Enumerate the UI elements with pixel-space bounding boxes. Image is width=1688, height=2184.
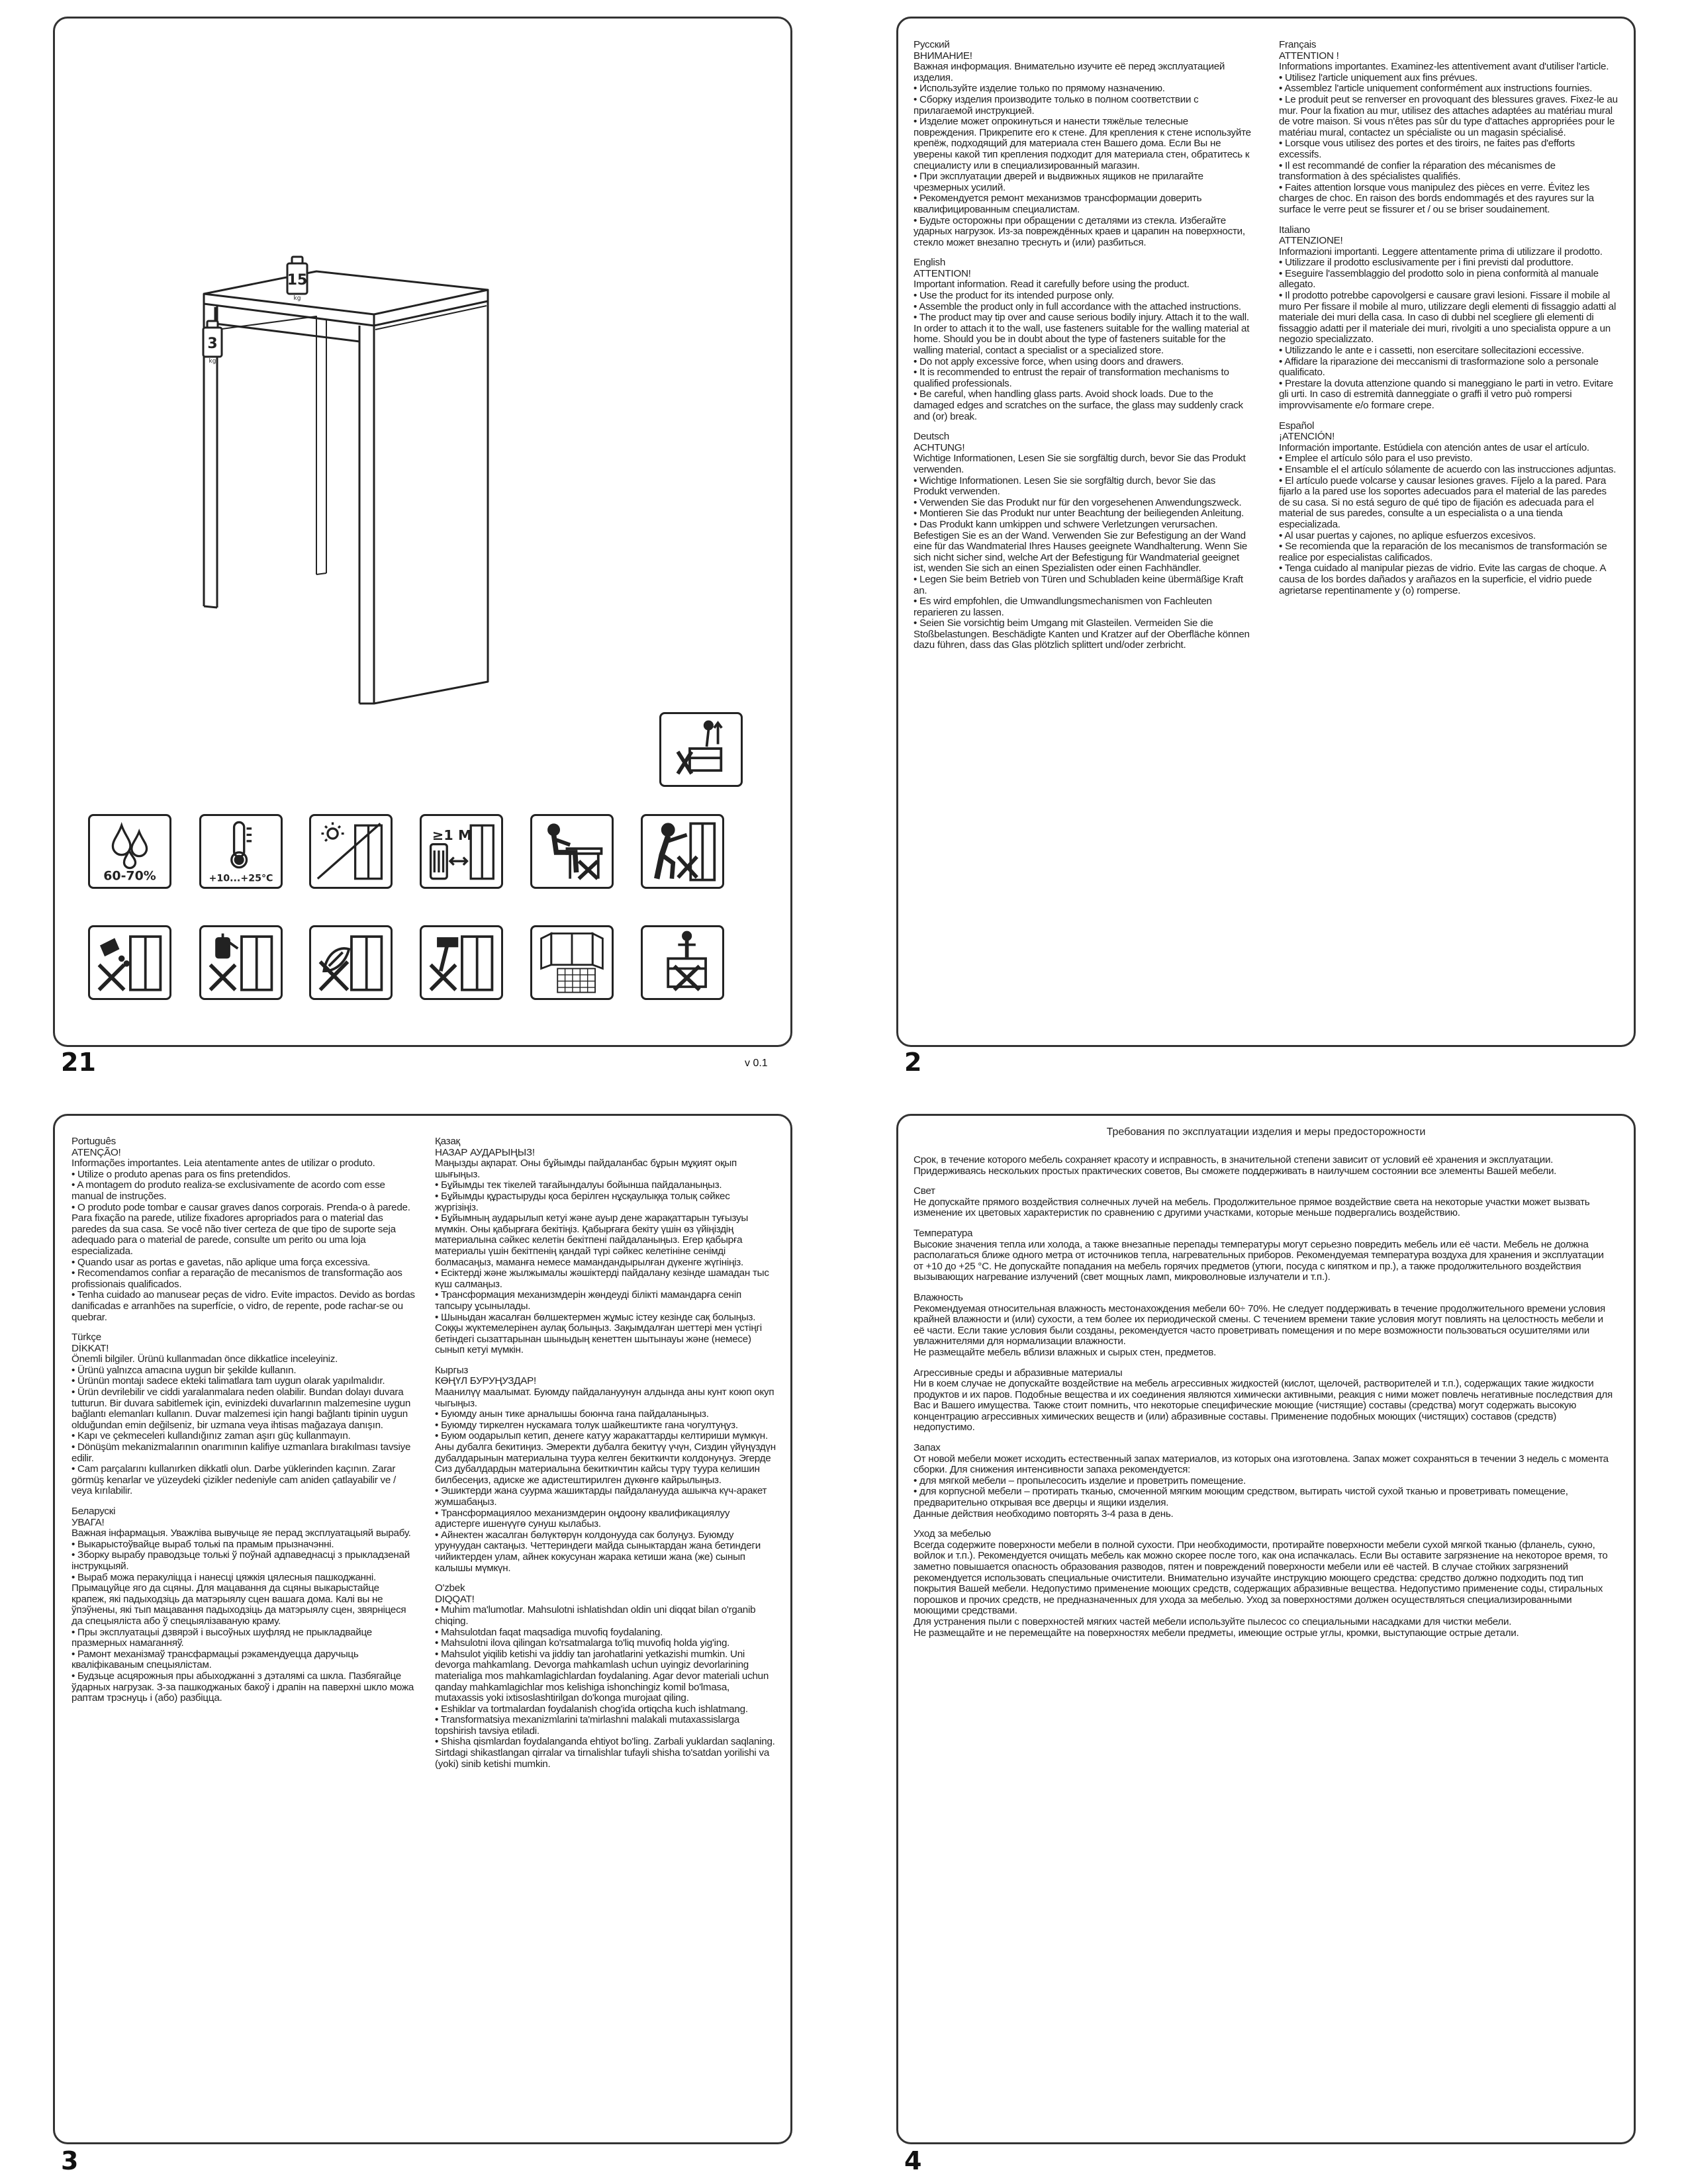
section-heading: Беларускі: [71, 1506, 116, 1517]
text-line: • для мягкой мебели – пропылесосить изделие и проветрить помещение.: [914, 1475, 1246, 1486]
no-impact-icon: [420, 925, 503, 1000]
text-line: УВАГА!: [71, 1516, 105, 1528]
text-line: • Shisha qismlardan foydalanganda ehtiyot bo'ling. Zarbali yuklardan saqlaning. Sirtdagi shikastlangan qirralar va tirnalishlar tufayli shisha to'satdan yorilishi va (yoki) sinib ketishi mumkin.: [435, 1736, 775, 1770]
section-heading: Влажность: [914, 1291, 963, 1303]
text-line: • Бұйымды құрастыруды қоса берілген нұсқаулыққа толық сәйкес жүргізіңіз.: [435, 1190, 730, 1213]
text-line: • Выраб можа перакуліцца і нанесці цяжкія цялесныя пашкоджанні. Прымацуйце яго да сцяны. Для мацавання да сцяны выкарыстайце крапеж, які падыходзіць да матэрыялу сцен вашага дома. Калі вы не ўпэўнены, які тып мацавання падыходзіць да матэрыялу сцен, звярніцеся да спецыяліста або ў спецыялізаваную краму.: [71, 1571, 406, 1627]
text-line: • It is recommended to entrust the repair of transformation mechanisms to qualified professionals.: [914, 367, 1229, 389]
no-leaning-icon: [641, 814, 724, 889]
text-line: • Буюмду анын тике арналышы боюнча гана пайдаланыңыз.: [435, 1408, 709, 1420]
text-line: • Seien Sie vorsichtig beim Umgang mit Glasteilen. Vermeiden Sie die Stoßbelastungen. Beschädigte Kanten und Kratzer auf der Oberfläche können dazu führen, dass das Glas plötzlich splittert und/oder zerbricht.: [914, 617, 1250, 651]
text-line: Información importante. Estúdiela con atención antes de usar el artículo.: [1279, 441, 1589, 453]
text-line: Всегда содержите поверхности мебели в полной сухости. При необходимости, протирайте поверхности мебели сухой мягкой тканью (фланель, сукно, войлок и т.п.). Рекомендуется очищать мебель как можно скорее после того, как она испачкалась. Если Вы оставите загрязнение на некоторое время, то заметно повышается опасность образования разводов, пятен и повреждений поверхности мебели или её частей. В случае стойких загрязнений рекомендуется использовать специальные очистители. Внимательно изучайте инструкцию моющего средства: средство должно подходить под тип покрытия Вашей мебели. Недопустимо применение моющих средств, содержащих абразивные вещества. Недопустимо применение соды, стиральных порошков и прочих средств, не предназначенных для ухода за мебелью. Уход за поверхностями должен осуществляться специализированными моющими средствами.: [914, 1539, 1608, 1617]
text-line: НАЗАР АУДАРЫҢЫЗ!: [435, 1146, 535, 1158]
text-line: DIQQAT!: [435, 1593, 475, 1605]
text-line: Informations importantes. Examinez-les attentivement avant d'utiliser l'article.: [1279, 61, 1609, 73]
text-line: • Буюм оодарылып кетип, денеге катуу жаракаттарды келтириши мүмкүн. Аны дубалга бекитиңиз. Эмеректи дубалга бекитүү үчүн, Сиздин үйүңүздүн дубалдарынын материалына туура келген бекиткичти колдонуңуз. Эгерде Сиз дубалдардын материалына бекиткичтин кайсы түрү туура келишин билбесеңиз, адиске же адистештирилген дүкөнгө кайрылыңыз.: [435, 1430, 776, 1486]
weight-drawer-value: 3: [207, 336, 218, 352]
text-section: [71, 1136, 416, 1323]
text-section: [1279, 225, 1620, 412]
text-line: • Tenga cuidado al manipular piezas de vidrio. Evite las cargas de choque. A causa de los bordes dañados y arañazos en la superficie, el vidrio puede agrietarse repentinamente y (o) romperse.: [1279, 563, 1606, 596]
text-line: • Do not apply excessive force, when using doors and drawers.: [914, 355, 1184, 367]
text-line: • Kapı ve çekmeceleri kullandığınız zaman aşırı güç kullanmayın.: [71, 1430, 351, 1442]
section-heading: Агрессивные среды и абразивные материалы: [914, 1367, 1123, 1379]
text-line: • Используйте изделие только по прямому назначению.: [914, 83, 1165, 95]
text-line: • Le produit peut se renverser en provoquant des blessures graves. Fixez-le au mur. Pour la fixation au mur, utilisez des attaches adaptées au matériau mural de votre maison. Si vous n'êtes pas sûr du type d'attaches appropriées pour le matériau mural, contactez un spécialiste ou un magasin spécialisé.: [1279, 93, 1618, 138]
text-line: Важная информация. Внимательно изучите её перед эксплуатацией изделия.: [914, 61, 1225, 83]
text-line: • Verwenden Sie das Produkt nur für den vorgesehenen Anwendungszweck.: [914, 496, 1242, 508]
text-line: • Ürünü yalnızca amacına uygun bir şekilde kullanın.: [71, 1364, 297, 1376]
text-line: • Рамонт механізмаў трансфармацыі рэкамендуецца даручыць кваліфікаваным спецыялістам.: [71, 1648, 359, 1671]
text-line: • Зборку вырабу праводзьце толькі ў поўнай адпаведнасці з прыкладзенай інструкцыяй.: [71, 1549, 410, 1572]
text-line: • Lorsque vous utilisez des portes et des tiroirs, ne faites pas d'efforts excessifs.: [1279, 138, 1575, 160]
text-section: [914, 40, 1251, 248]
text-section: [71, 1332, 416, 1497]
text-line: • Utilize o produto apenas para os fins pretendidos.: [71, 1168, 291, 1180]
text-line: КӨҢҮЛ БУРУҢУЗДАР!: [435, 1375, 536, 1387]
no-sitting-icon: [530, 814, 614, 889]
text-line: • Utilisez l'article uniquement aux fins prévues.: [1279, 71, 1477, 83]
section-heading: Кыргыз: [435, 1364, 469, 1376]
text-line: Маанилүү маалымат. Буюмду пайдалануунун алдында аны кунт коюп окуп чыгыңыз.: [435, 1387, 774, 1409]
text-section: [914, 1155, 1615, 1177]
text-line: Önemli bilgiler. Ürünü kullanmadan önce dikkatlice inceleyiniz.: [71, 1353, 338, 1365]
text-section: [914, 1368, 1615, 1434]
text-line: • Montieren Sie das Produkt nur unter Beachtung der beiliegenden Anleitung.: [914, 508, 1244, 520]
console-table-illustration: [55, 19, 792, 1047]
text-line: • Ensamble el el artículo sólamente de acuerdo con las instrucciones adjuntas.: [1279, 463, 1617, 475]
text-line: ¡ATENCIÓN!: [1279, 431, 1335, 443]
text-line: Данные действия необходимо повторять 3-4 раза в день.: [914, 1508, 1174, 1520]
no-abrasive-cleaning-icon: [309, 925, 393, 1000]
no-climb-drawer-icon: [659, 712, 743, 787]
text-line: • The product may tip over and cause serious bodily injury. Attach it to the wall. In order to attach it to the wall, use fasteners suitable for the walling material at home. Should you be in doubt about the type of fasteners suitable for the walling material, contact a specialist or a specialized store.: [914, 312, 1250, 357]
text-line: • Assemblez l'article uniquement conformément aux instructions fournies.: [1279, 83, 1593, 95]
page-3-left-column: [71, 1136, 416, 1713]
text-line: Для устранения пыли с поверхностей мягких частей мебели используйте пылесос со специальными насадками для чистки мебели.: [914, 1615, 1512, 1627]
text-line: • Пры эксплуатацыі дзвярэй і высоўных шуфляд не прыкладвайце празмерных намаганняў.: [71, 1626, 372, 1649]
text-section: [914, 1228, 1615, 1283]
ventilate-room-icon: [530, 925, 614, 1000]
text-line: • Выкарыстоўвайце выраб толькі па прамым прызначэнні.: [71, 1538, 334, 1550]
weight-drawer-unit: kg: [209, 358, 216, 365]
text-line: Informações importantes. Leia atentamente antes de utilizar o produto.: [71, 1158, 375, 1169]
page-number-21: 21: [61, 1048, 96, 1077]
page-number-2: 2: [904, 1048, 922, 1077]
text-line: • Affidare la riparazione dei meccanismi di trasformazione solo a personale qualificato.: [1279, 355, 1599, 379]
text-line: • El artículo puede volcarse y causar lesiones graves. Fíjelo a la pared. Para fijarlo a la pared use los soportes adecuados para el material de las paredes de su casa. Si no está seguro de qué tipo de fijación es adecuada para el material de sus paredes, consulte a un especialista o a una tienda especializada.: [1279, 475, 1607, 530]
section-heading: Қазақ: [435, 1136, 460, 1147]
distance-heater-icon: [420, 814, 503, 889]
no-liquids-icon: [88, 925, 171, 1000]
text-section: [914, 1443, 1615, 1520]
page-4-body: [914, 1155, 1615, 1648]
text-line: Не допускайте прямого воздействия солнечных лучей на мебель. Продолжительное прямое воздействие света на некоторые участки может вызвать изменение их цветовых характеристик по сравнению с другими участками, которые меньше подвергались воздействию.: [914, 1196, 1590, 1219]
text-line: ATTENTION!: [914, 267, 971, 279]
text-line: • для корпусной мебели – протирать тканью, смоченной мягким моющим средством, вытирать чистой сухой тканью и проветривать помещение, предварительно открывая все дверцы и ящики изделия.: [914, 1486, 1568, 1509]
text-section: [914, 1186, 1615, 1219]
text-line: Рекомендуемая относительная влажность местонахождения мебели 60÷ 70%. Не следует поддерживать в течение продолжительного времени условия крайней влажности и (или) сухости, а тем более их периодической смены. С течением времени такие условия могут повлиять на целостность мебели и её части. Если такие условия были созданы, рекомендуется часто проветривать помещения и по мере возможности пользоваться осушителями или увлажнителями для нормализации влажности.: [914, 1302, 1605, 1347]
text-section: [914, 257, 1251, 422]
text-line: • Бұйымды тек тікелей тағайындалуы бойынша пайдаланыңыз.: [435, 1179, 722, 1191]
page-21-panel: [53, 17, 792, 1047]
page-2-left-column: [914, 40, 1251, 660]
text-line: • Рекомендуется ремонт механизмов трансформации доверить квалифицированным специалистам.: [914, 193, 1202, 215]
distance-label: ≥1 M: [432, 827, 472, 843]
text-line: • Legen Sie beim Betrieb von Türen und Schubladen keine übermäßige Kraft an.: [914, 573, 1243, 596]
text-section: [914, 1293, 1615, 1359]
text-line: • Эшиктерди жана суурма жашиктарды пайдаланууда ашыкча күч-аракет жумшабаңыз.: [435, 1485, 767, 1508]
text-line: • Use the product for its intended purpose only.: [914, 290, 1114, 302]
text-line: • Se recomienda que la reparación de los mecanismos de transformación se realice por especialistas calificados.: [1279, 541, 1607, 563]
text-line: Informazioni importanti. Leggere attentamente prima di utilizzare il prodotto.: [1279, 246, 1603, 257]
humidity-icon: [88, 814, 171, 889]
section-heading: Türkçe: [71, 1332, 101, 1343]
text-section: [914, 432, 1251, 651]
text-line: Important information. Read it carefully before using the product.: [914, 279, 1190, 291]
section-heading: Уход за мебелью: [914, 1528, 991, 1540]
text-section: [435, 1583, 776, 1770]
version-label: v 0.1: [745, 1058, 768, 1069]
text-line: ATENÇÃO!: [71, 1146, 121, 1158]
temperature-icon: [199, 814, 283, 889]
text-line: • Be careful, when handling glass parts. Avoid shock loads. Due to the damaged edges and scratches on the surface, the glass may suddenly crack and (or) break.: [914, 388, 1243, 422]
text-line: • Mahsulotni ilova qilingan ko'rsatmalarga to'liq muvofiq holda yig'ing.: [435, 1637, 730, 1649]
section-heading: Русский: [914, 39, 950, 50]
text-line: • A montagem do produto realiza-se exclusivamente de acordo com esse manual de instruções.: [71, 1179, 385, 1202]
text-line: • Cam parçalarını kullanırken dikkatli olun. Darbe yüklerinden kaçının. Zarar görmüş kenarlar ve yüzeydeki çizikler nedeniyle cam aniden çatlayabilir ve / veya kırılabilir.: [71, 1463, 397, 1497]
text-section: [1279, 40, 1620, 216]
text-line: • Emplee el artículo sólo para el uso previsto.: [1279, 453, 1473, 465]
text-line: • Mahsulot yiqilib ketishi va jiddiy tan jarohatlarini yetkazishi mumkin. Uni devorga mahkamlang. Devorga mahkamlash uchun uyingiz devorlarining materialiga mos mahkamlagichlardan foydalaning. Agar devor materiali uchun qanday mahkamlagichlar mos kelishiga ishonchingiz komil bo'lmasa, mutaxassis yoki ixtisoslashtirilgan do'konga murojaat qiling.: [435, 1648, 769, 1704]
text-line: • Айнектен жасалган бөлүктөрүн колдонууда сак болуңуз. Буюмду урунуудан сактаңыз. Четтериндеги майда сыныктардан жана бетиндеги чийиктерден улам, айнек кокусунан жарака кетиши жана (же) сынып калышы мүмкүн.: [435, 1529, 761, 1574]
text-line: • Prestare la dovuta attenzione quando si maneggiano le parti in vetro. Evitare gli urti. In caso di estremità danneggiate o graffi il vetro può rompersi improvvisamente e/o formare crepe.: [1279, 377, 1613, 411]
weight-top-unit: kg: [293, 295, 301, 302]
text-line: Высокие значения тепла или холода, а также внезапные перепады температуры могут серьезно повредить мебель или её части. Мебель не должна располагаться ближе одного метра от источников тепла, нагревательных приборов. Рекомендуемая температура воздуха для хранения и эксплуатации от +10 до +25 °С. Не допускайте попадания на мебель горячих предметов (утюги, посуда с кипятком и пр.), а также продолжительного воздействия вызывающих нагревание излучений (свет мощных ламп, микроволновые излучатели и т.п.).: [914, 1238, 1604, 1283]
text-line: • Il prodotto potrebbe capovolgersi e causare gravi lesioni. Fissare il mobile al muro Per fissare il mobile al muro, utilizzare degli elementi di fissaggio adatti al materiale dei muri della casa. In caso di dubbi nel scegliere gli elementi di fissaggio adatti per il materiale dei muri, rivolgiti a uno specialista oppure a un negozio specializzato.: [1279, 290, 1617, 345]
text-line: • Eseguire l'assemblaggio del prodotto solo in piena conformità al manuale allegato.: [1279, 267, 1599, 291]
text-line: • Faites attention lorsque vous manipulez des pièces en verre. Évitez les charges de choc. En raison des bords endommagés et des rayures sur la surface le verre peut se fissurer et / ou se briser soudainement.: [1279, 181, 1594, 215]
text-line: • Трансформациялоо механизмдерин оңдоону квалификациялуу адистерге ишенүүгө сунуш кылабыз.: [435, 1507, 730, 1530]
text-line: • Es wird empfohlen, die Umwandlungsmechanismen von Fachleuten reparieren zu lassen.: [914, 596, 1212, 618]
section-heading: Français: [1279, 39, 1317, 50]
text-line: • Будьте осторожны при обращении с деталями из стекла. Избегайте ударных нагрузок. Из-за повреждённых краев и царапин на поверхности, стекло может внезапно треснуть и (или) разбиться.: [914, 214, 1245, 248]
text-line: • Есіктерді және жылжымалы жәшіктерді пайдалану кезінде шамадан тыс күш салмаңыз.: [435, 1267, 769, 1290]
text-section: [1279, 421, 1620, 597]
page-number-4: 4: [904, 2146, 922, 2175]
humidity-label: 60-70%: [103, 868, 156, 884]
text-line: • Шыныдан жасалған бөлшектермен жұмыс істеу кезінде сақ болыңыз. Соққы жүктемелерінен аулақ болыңыз. Зақымдалған шеттері мен үстіңгі бетіндегі сызаттарынан шыныдың кенеттен шытынауы және (немесе) сынып кетуі мүмкін.: [435, 1311, 762, 1356]
text-line: • Ürünün montajı sadece ekteki talimatlara tam uygun olarak yapılmalıdır.: [71, 1375, 385, 1387]
text-line: • Das Produkt kann umkippen und schwere Verletzungen verursachen. Befestigen Sie es an der Wand. Verwenden Sie zur Befestigung an der Wand eine für das Wandmaterial Ihres Hauses geeignete Wandhalterung. Wenn Sie sich nicht sicher sind, welche Art der Befestigung für Wandmaterial geeignet ist, wenden Sie sich an einen Spezialisten oder einen Fachhändler.: [914, 518, 1248, 574]
section-heading: Температура: [914, 1227, 973, 1239]
text-line: • Mahsulotdan faqat maqsadiga muvofiq foydalaning.: [435, 1626, 663, 1638]
text-line: • Utilizzare il prodotto esclusivamente per i fini previsti dal produttore.: [1279, 257, 1573, 269]
text-line: • При эксплуатации дверей и выдвижных ящиков не прилагайте чрезмерных усилий.: [914, 171, 1203, 193]
text-line: • Трансформация механизмдерін жөндеуді білікті мамандарға сеніп тапсыру ұсынылады.: [435, 1289, 741, 1312]
section-heading: Срок, в течение которого мебель сохраняет красоту и исправность, в значительной степени зависит от условий её хранения и эксплуатации. Придерживаясь нескольких простых практических советов, Вы сможете поддерживать в наилучшем состоянии все элементы Вашей мебели.: [914, 1154, 1557, 1177]
text-section: [71, 1506, 416, 1704]
page-2-right-column: [1279, 40, 1620, 606]
text-line: • Assemble the product only in full accordance with the attached instructions.: [914, 300, 1241, 312]
text-line: DİKKAT!: [71, 1342, 109, 1354]
text-line: • Utilizzando le ante e i cassetti, non esercitare sollecitazioni eccessive.: [1279, 345, 1584, 357]
text-line: От новой мебели может исходить естественный запах материалов, из которых она изготовлена. Запах может сохраняться в течении 3 недель с момента сборки. Для снижения интенсивности запаха рекомендуется:: [914, 1453, 1609, 1476]
text-line: • Eshiklar va tortmalardan foydalanish chog'ida ortiqcha kuch ishlatmang.: [435, 1703, 748, 1715]
text-line: • Ürün devrilebilir ve ciddi yaralanmalara neden olabilir. Bundan dolayı duvara tutturun. Bir duvara sabitlemek için, evinizdeki duvarlarının malzemesine uygun bağlantı elemanları kullanın. Duvar malzemesi için hangi bağlantı tipinin uygun olduğundan emin değilseniz, bir uzmana veya ihtisas mağazaya danışın.: [71, 1387, 411, 1431]
no-sunlight-icon: [309, 814, 393, 889]
weight-top-value: 15: [287, 272, 308, 289]
text-line: ACHTUNG!: [914, 441, 965, 453]
text-line: • Muhim ma'lumotlar. Mahsulotni ishlatishdan oldin uni diqqat bilan o'rganib chiqing.: [435, 1604, 756, 1627]
text-line: • Recomendamos confiar a reparação de mecanismos de transformação aos profissionais qualificados.: [71, 1267, 402, 1290]
page-3-right-column: [435, 1136, 776, 1779]
text-line: • Изделие может опрокинуться и нанести тяжёлые телесные повреждения. Прикрепите его к стене. Для крепления к стене используйте крепёж, подходящий для материала стен Вашего дома. Если Вы не уверены какой тип крепления подходит для материала стен, обратитесь к специалисту или в специализированный магазин.: [914, 116, 1251, 171]
no-hanging-on-drawer-icon: [641, 925, 724, 1000]
text-line: • Dönüşüm mekanizmalarının onarımının kalifiye uzmanlara bırakılması tavsiye edilir.: [71, 1441, 411, 1464]
section-heading: Deutsch: [914, 431, 949, 443]
section-heading: English: [914, 257, 946, 269]
text-line: • Al usar puertas y cajones, no aplique esfuerzos excesivos.: [1279, 529, 1536, 541]
temperature-label: +10...+25°C: [209, 873, 273, 884]
text-section: [435, 1365, 776, 1574]
text-line: ATTENTION !: [1279, 50, 1339, 62]
page-4-title: Требования по эксплуатации изделия и меры предосторожности: [1106, 1126, 1426, 1138]
text-line: • Il est recommandé de confier la réparation des mécanismes de transformation à des spécialistes qualifiés.: [1279, 159, 1556, 183]
text-line: Wichtige Informationen, Lesen Sie sie sorgfältig durch, bevor Sie das Produkt verwenden.: [914, 453, 1246, 475]
text-line: ATTENZIONE!: [1279, 235, 1343, 247]
text-section: [914, 1529, 1615, 1639]
section-heading: O'zbek: [435, 1582, 465, 1594]
text-line: • Transformatsiya mexanizmlarini ta'mirlashni malakali mutaxassislarga topshirish tavsiya etiladi.: [435, 1714, 739, 1737]
section-heading: Запах: [914, 1442, 941, 1454]
text-line: • Сборку изделия производите только в полном соответствии с прилагаемой инструкцией.: [914, 93, 1199, 116]
section-heading: Italiano: [1279, 224, 1310, 236]
section-heading: Свет: [914, 1185, 935, 1197]
text-line: • O produto pode tombar e causar graves danos corporais. Prenda-o à parede. Para fixação na parede, utilize fixadores apropriados para o material das paredes da sua casa. Se você não tiver certeza de que tipo de suporte seja adequado para o material de parede, consulte um perito ou uma loja especializada.: [71, 1201, 410, 1257]
page-number-3: 3: [61, 2146, 79, 2175]
text-line: • Бұйымның аударылып кетуі және ауыр дене жарақаттарын туғызуы мүмкін. Оны қабырғаға бекітіңіз. Қабырғаға бекіту үшін өз үйіңіздің материалына сәйкес келетін бекітпені пайдаланыңыз. Егер қабырға материалы үшін бекітпенің қандай түрі сәйкес келетініне сенімді болмасаңыз, маманға немесе мамандандырылған дүкенге жүгініңіз.: [435, 1212, 749, 1268]
text-line: Не размещайте мебель вблизи влажных и сырых стен, предметов.: [914, 1346, 1217, 1358]
text-line: ВНИМАНИЕ!: [914, 50, 972, 62]
text-section: [435, 1136, 776, 1356]
text-line: • Wichtige Informationen. Lesen Sie sie sorgfältig durch, bevor Sie das Produkt verwenden.: [914, 475, 1216, 498]
section-heading: Español: [1279, 420, 1315, 432]
text-line: • Будзьце асцярожныя пры абыходжанні з дэталямі са шкла. Пазбягайце ўдарных нагрузак. З-за пашкоджаных бакоў і драпін на паверхні шкло можа раптам трэснуць і (або) разбіцца.: [71, 1670, 414, 1704]
text-line: Маңызды ақпарат. Оны бұйымды пайдаланбас бұрын мұқият оқып шығыңыз.: [435, 1158, 737, 1180]
no-chemicals-icon: [199, 925, 283, 1000]
text-line: Важная інфармацыя. Уважліва вывучыце яе перад эксплуатацыяй вырабу.: [71, 1527, 411, 1539]
section-heading: Português: [71, 1136, 116, 1147]
text-line: Ни в коем случае не допускайте воздействие на мебель агрессивных жидкостей (кислот, щелочей, растворителей и т.п.), содержащих такие жидкости продуктов и их паров. Подобные вещества и их соединения являются химически активными, реакция с ними может повлечь негативные последствия для Вас и Вашего имущества. Также стоит помнить, что некоторые специфические моющие (чистящие) составы (средства) могут содержать высокую концентрацию агрессивных химических веществ и (или) абразивные составы. Применение подобных моющих (чистящих) составов (средств) недопустимо.: [914, 1378, 1613, 1433]
text-line: Не размещайте и не перемещайте на поверхностях мебели предметы, имеющие острые углы, кромки, выступающие острые детали.: [914, 1627, 1519, 1639]
text-line: • Tenha cuidado ao manusear peças de vidro. Evite impactos. Devido as bordas danificadas e arranhões na superfície, o vidro, de repente, pode rachar-se ou quebrar.: [71, 1289, 415, 1323]
text-line: • Quando usar as portas e gavetas, não aplique uma força excessiva.: [71, 1256, 371, 1268]
text-line: • Буюмду тиркелген нускамага толук шайкештикте гана чогултуңуз.: [435, 1419, 738, 1431]
